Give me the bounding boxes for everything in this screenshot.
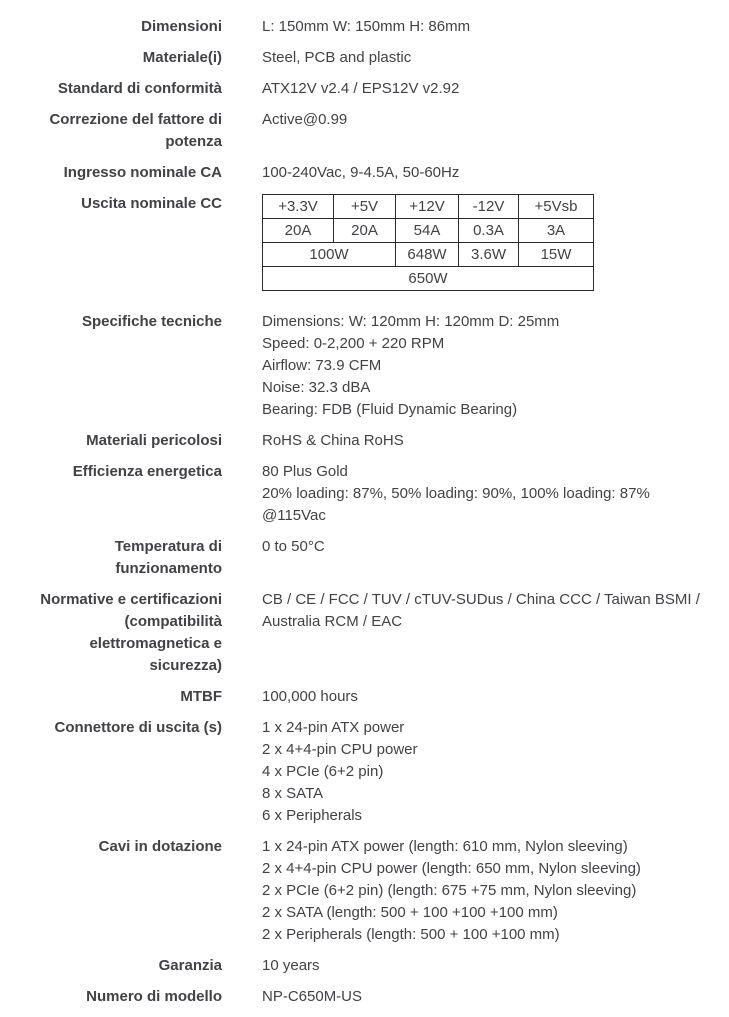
spec-label-line: Connettore di uscita (s) xyxy=(54,719,222,736)
spec-value-line: 20% loading: 87%, 50% loading: 90%, 100% loading: 87% xyxy=(262,485,650,502)
spec-value-line: 2 x SATA (length: 500 + 100 +100 +100 mm) xyxy=(262,904,558,921)
spec-label-correzione-fattore-di-potenza xyxy=(0,109,222,153)
dc-output-cell: 3.6W xyxy=(459,243,519,267)
spec-row-specifiche-tecniche xyxy=(0,311,729,421)
spec-value-line: Bearing: FDB (Fluid Dynamic Bearing) xyxy=(262,401,518,418)
spec-value-line: CB / CE / FCC / TUV / cTUV-SUDus / China CCC / Taiwan BSMI / xyxy=(262,591,700,608)
spec-value-line: 10 years xyxy=(262,957,320,974)
dc-output-row xyxy=(263,267,594,291)
dc-output-cell: 648W xyxy=(396,243,459,267)
dc-output-row xyxy=(263,195,594,219)
spec-value-line: 4 x PCIe (6+2 pin) xyxy=(262,763,384,780)
spec-value-line: @115Vac xyxy=(262,507,326,524)
spec-label-materiale xyxy=(0,47,222,69)
spec-label-dimensioni xyxy=(0,16,222,38)
spec-value-line: Steel, PCB and plastic xyxy=(262,49,412,66)
spec-value-line: 100-240Vac, 9-4.5A, 50-60Hz xyxy=(262,164,460,181)
spec-row-standard-di-conformita xyxy=(0,78,729,100)
dc-output-cell: 100W xyxy=(263,243,396,267)
spec-label-line: Materiale(i) xyxy=(142,49,222,66)
spec-value-line: 2 x 4+4-pin CPU power (length: 650 mm, Nylon sleeving) xyxy=(262,860,641,877)
spec-row-dimensioni xyxy=(0,16,729,38)
dc-output-cell: 0.3A xyxy=(459,219,519,243)
spec-label-mtbf xyxy=(0,686,222,708)
spec-label-temperatura-di-funzionamento xyxy=(0,536,222,580)
dc-output-cell: +5V xyxy=(334,195,396,219)
spec-label-garanzia xyxy=(0,955,222,977)
spec-value-materiali-pericolosi xyxy=(262,430,404,452)
spec-row-normative-e-certificazioni xyxy=(0,589,729,677)
dc-output-cell: 54A xyxy=(396,219,459,243)
spec-value-efficienza-energetica xyxy=(262,461,650,527)
spec-value-line: Australia RCM / EAC xyxy=(262,613,403,630)
spec-value-line: ATX12V v2.4 / EPS12V v2.92 xyxy=(262,80,460,97)
spec-row-materiali-pericolosi xyxy=(0,430,729,452)
spec-label-line: funzionamento xyxy=(115,560,222,577)
spec-label-cavi-in-dotazione xyxy=(0,836,222,858)
dc-output-cell: 650W xyxy=(263,267,594,291)
spec-label-line: Cavi in dotazione xyxy=(98,838,222,855)
spec-row-correzione-fattore-di-potenza xyxy=(0,109,729,153)
spec-label-line: Materiali pericolosi xyxy=(86,432,222,449)
spec-value-dimensioni xyxy=(262,16,470,38)
spec-label-line: Efficienza energetica xyxy=(72,463,222,480)
spec-label-uscita-nominale-cc xyxy=(0,193,222,215)
dc-output-cell: +12V xyxy=(396,195,459,219)
spec-value-line: 8 x SATA xyxy=(262,785,324,802)
spec-label-line: Standard di conformità xyxy=(57,80,222,97)
spec-value-specifiche-tecniche xyxy=(262,311,559,421)
dc-output-cell: 20A xyxy=(263,219,334,243)
spec-value-line: 2 x Peripherals (length: 500 + 100 +100 mm) xyxy=(262,926,560,943)
spec-value-line: 2 x 4+4-pin CPU power xyxy=(262,741,418,758)
spec-label-line: MTBF xyxy=(180,688,222,705)
spec-row-materiale xyxy=(0,47,729,69)
spec-label-line: Numero di modello xyxy=(86,988,222,1005)
spec-label-line: potenza xyxy=(165,133,222,150)
spec-label-normative-e-certificazioni xyxy=(0,589,222,677)
dc-output-row xyxy=(263,219,594,243)
spec-label-line: Normative e certificazioni xyxy=(40,591,222,608)
spec-value-line: NP-C650M-US xyxy=(262,988,363,1005)
spec-label-specifiche-tecniche xyxy=(0,311,222,333)
spec-label-ingresso-nominale-ca xyxy=(0,162,222,184)
spec-label-efficienza-energetica xyxy=(0,461,222,483)
spec-value-line: Airflow: 73.9 CFM xyxy=(262,357,382,374)
spec-value-temperatura-di-funzionamento xyxy=(262,536,325,558)
spec-value-mtbf xyxy=(262,686,358,708)
spec-value-line: 2 x PCIe (6+2 pin) (length: 675 +75 mm, Nylon sleeving) xyxy=(262,882,637,899)
spec-value-line: RoHS & China RoHS xyxy=(262,432,404,449)
spec-row-temperatura-di-funzionamento xyxy=(0,536,729,580)
spec-value-line: Active@0.99 xyxy=(262,111,348,128)
spec-value-line: Speed: 0-2,200 + 220 RPM xyxy=(262,335,445,352)
spec-value-line: 100,000 hours xyxy=(262,688,358,705)
spec-value-line: Noise: 32.3 dBA xyxy=(262,379,371,396)
spec-value-line: 1 x 24-pin ATX power (length: 610 mm, Nylon sleeving) xyxy=(262,838,628,855)
dc-output-cell: -12V xyxy=(459,195,519,219)
spec-label-connettore-di-uscita xyxy=(0,717,222,739)
spec-value-line: 80 Plus Gold xyxy=(262,463,348,480)
dc-output-cell: 3A xyxy=(519,219,594,243)
spec-value-line: Dimensions: W: 120mm H: 120mm D: 25mm xyxy=(262,313,560,330)
spec-value-line: L: 150mm W: 150mm H: 86mm xyxy=(262,18,471,35)
spec-label-line: Correzione del fattore di xyxy=(49,111,222,128)
spec-value-ingresso-nominale-ca xyxy=(262,162,459,184)
spec-row-cavi-in-dotazione xyxy=(0,836,729,946)
spec-value-line: 0 to 50°C xyxy=(262,538,325,555)
spec-label-line: Garanzia xyxy=(158,957,222,974)
spec-row-mtbf xyxy=(0,686,729,708)
spec-row-garanzia xyxy=(0,955,729,977)
spec-label-line: Temperatura di xyxy=(114,538,222,555)
dc-output-cell: +3.3V xyxy=(263,195,334,219)
dc-output-row xyxy=(263,243,594,267)
spec-label-line: elettromagnetica e xyxy=(89,635,222,652)
spec-value-line: 6 x Peripherals xyxy=(262,807,363,824)
spec-label-line: Dimensioni xyxy=(141,18,222,35)
spec-value-garanzia xyxy=(262,955,320,977)
spec-label-materiali-pericolosi xyxy=(0,430,222,452)
spec-value-normative-e-certificazioni xyxy=(262,589,700,633)
spec-label-line: Uscita nominale CC xyxy=(81,195,222,212)
spec-label-line: sicurezza) xyxy=(149,657,222,674)
spec-label-line: (compatibilità xyxy=(124,613,222,630)
dc-output-cell: 15W xyxy=(519,243,594,267)
spec-row-uscita-nominale-cc xyxy=(0,193,729,302)
spec-label-standard-di-conformita xyxy=(0,78,222,100)
spec-label-line: Ingresso nominale CA xyxy=(63,164,222,181)
spec-value-uscita-nominale-cc xyxy=(262,193,594,302)
dc-output-cell: 20A xyxy=(334,219,396,243)
dc-output-table xyxy=(262,194,594,291)
spec-row-efficienza-energetica xyxy=(0,461,729,527)
spec-value-standard-di-conformita xyxy=(262,78,459,100)
spec-value-correzione-fattore-di-potenza xyxy=(262,109,347,131)
spec-row-connettore-di-uscita xyxy=(0,717,729,827)
spec-row-ingresso-nominale-ca xyxy=(0,162,729,184)
spec-value-line: 1 x 24-pin ATX power xyxy=(262,719,405,736)
spec-value-connettore-di-uscita xyxy=(262,717,418,827)
spec-value-cavi-in-dotazione xyxy=(262,836,641,946)
dc-output-cell: +5Vsb xyxy=(519,195,594,219)
spec-label-line: Specifiche tecniche xyxy=(81,313,222,330)
spec-value-materiale xyxy=(262,47,411,69)
